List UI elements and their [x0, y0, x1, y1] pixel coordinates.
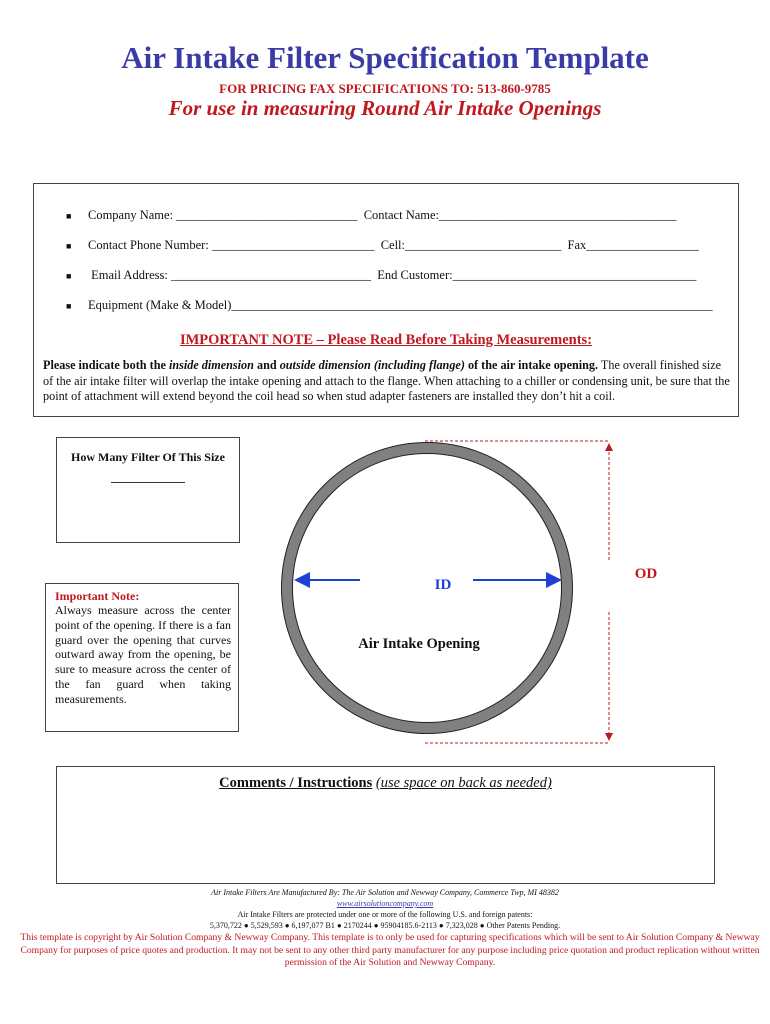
- cell-field[interactable]: Cell:_________________________: [380, 238, 562, 252]
- note-and: and: [253, 358, 280, 372]
- fax-field[interactable]: Fax__________________: [567, 238, 699, 252]
- copyright-notice: This template is copyright by Air Solution Company & Newway Company. This template is to only be used for capturing specifications which will be sent to Air Solution Company & Newway Company for purposes of price quotes and production. It may not be sent to any other third party manufacturer for any purpose including price quotation and product replication without written permission of the Air Solution and Newway Company.: [20, 932, 760, 968]
- note-lead: Please indicate both the: [43, 358, 169, 372]
- phone-field[interactable]: Contact Phone Number: __________________________: [88, 238, 375, 252]
- bullet-icon: ■: [66, 241, 72, 252]
- comments-label: Comments / Instructions: [219, 775, 373, 791]
- end-customer-field[interactable]: End Customer:_______________________________________: [377, 268, 697, 282]
- page-title: Air Intake Filter Specification Template: [121, 40, 649, 75]
- bullet-icon: ■: [66, 301, 72, 312]
- comments-box[interactable]: [56, 766, 715, 884]
- note-rest: The overall finished size of the air intake filter will overlap the intake opening and attach to the flange. When attaching to a chiller or condensing unit, be sure that the point of attachment will extend beyond the coil head so when stud adapter fasteners are installed they don’t hit a coil.: [43, 358, 730, 403]
- equipment-field[interactable]: Equipment (Make & Model)_____________________________________________________________________________: [88, 298, 713, 312]
- measurement-note-body: Always measure across the center point of the opening. If there is a fan guard over the opening that curves outward away from the opening, be sure to measure across the center of the fan guard when taking measurements.: [55, 603, 231, 706]
- note-inside: inside dimension: [168, 358, 254, 372]
- bullet-icon: ■: [66, 271, 72, 282]
- company-field[interactable]: Company Name: _____________________________: [88, 208, 358, 222]
- comments-hint: (use space on back as needed): [375, 775, 552, 791]
- bullet-icon: ■: [66, 211, 72, 222]
- filter-count-label: How Many Filter Of This Size: [71, 450, 225, 464]
- fax-line: FOR PRICING FAX SPECIFICATIONS TO: 513-860-9785: [219, 81, 551, 96]
- measurement-note-heading: Important Note:: [55, 589, 140, 603]
- od-label: OD: [634, 566, 658, 582]
- id-label: ID: [434, 577, 452, 593]
- manufacturer-line: Air Intake Filters Are Manufactured By: The Air Solution and Newway Company, Commerce Twp, MI 48382: [211, 888, 559, 897]
- contact-field[interactable]: Contact Name:______________________________________: [363, 208, 677, 222]
- important-note-title: IMPORTANT NOTE – Please Read Before Taking Measurements:: [179, 332, 593, 348]
- patent-intro: Air Intake Filters are protected under one or more of the following U.S. and foreign patents:: [237, 910, 533, 919]
- email-field[interactable]: Email Address: ________________________________: [91, 268, 371, 282]
- inner-edge: [293, 454, 562, 723]
- comments-heading: [57, 775, 714, 792]
- note-outside: outside dimension (including flange): [279, 358, 465, 372]
- patent-list: 5,370,722 ● 5,529,593 ● 6,197,077 B1 ● 2170244 ● 95904185.6-2113 ● 7,323,028 ● Other Patents Pending.: [209, 921, 561, 930]
- website-link[interactable]: www.airsolutioncompany.com: [336, 899, 434, 908]
- outer-ring: [287, 448, 567, 728]
- page-subtitle: For use in measuring Round Air Intake Openings: [168, 96, 602, 120]
- note-end: of the air intake opening.: [464, 358, 599, 372]
- opening-label: Air Intake Opening: [358, 636, 480, 652]
